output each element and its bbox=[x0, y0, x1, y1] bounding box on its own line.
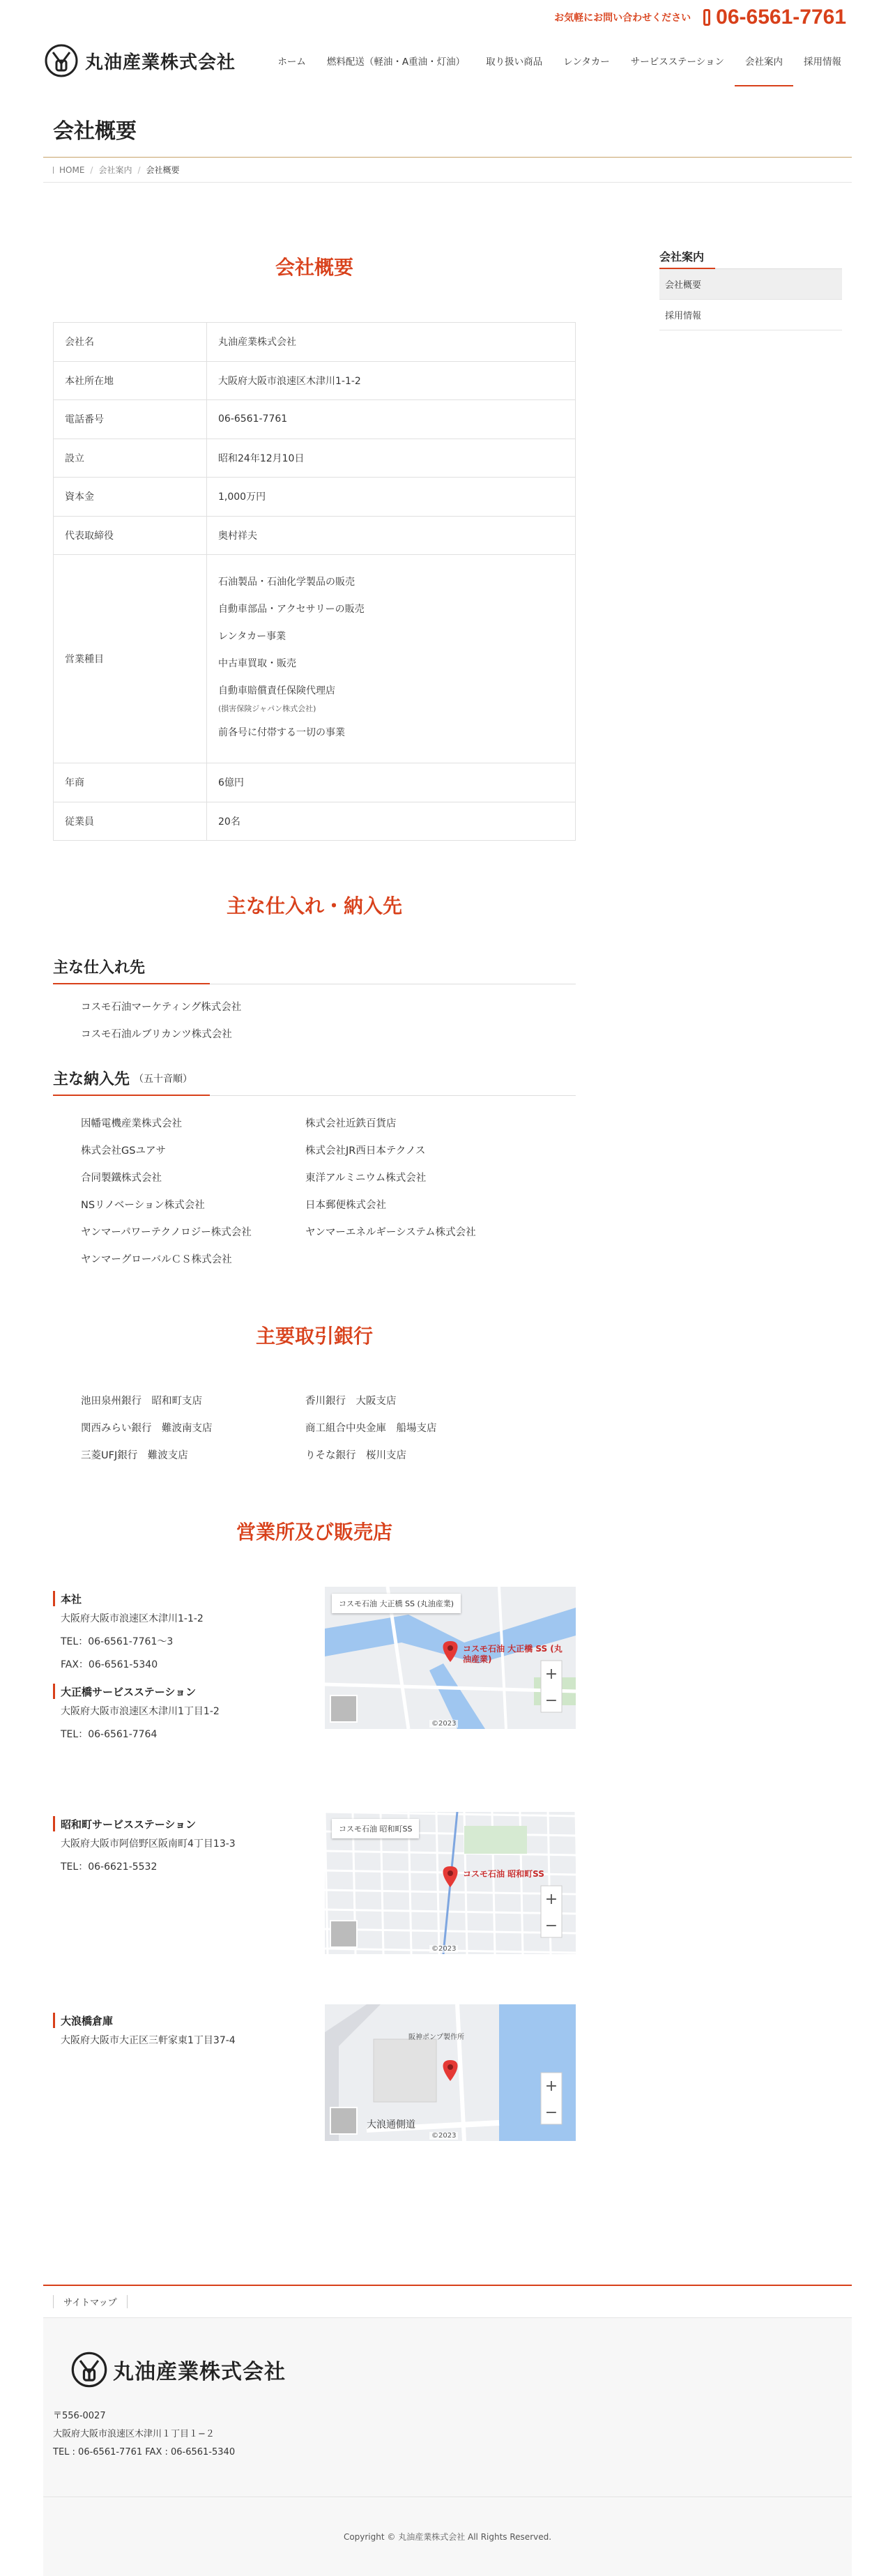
profile-key: 代表取締役 bbox=[54, 516, 207, 555]
profile-key: 営業種目 bbox=[54, 555, 207, 763]
table-row bbox=[54, 802, 576, 841]
customer-item: 株式会社GSユアサ bbox=[81, 1145, 166, 1157]
profile-key: 資本金 bbox=[54, 478, 207, 517]
company-profile-table bbox=[53, 322, 576, 841]
profile-key: 従業員 bbox=[54, 802, 207, 841]
table-row bbox=[54, 400, 576, 439]
table-row bbox=[54, 361, 576, 400]
map-card-title: コスモ石油 大正橋 SS (丸油産業) bbox=[339, 1599, 454, 1608]
profile-value: 20名 bbox=[207, 802, 576, 841]
main-nav bbox=[267, 35, 852, 86]
bank-item: 香川銀行 大阪支店 bbox=[305, 1396, 397, 1407]
main-content bbox=[53, 183, 576, 2141]
footer-telfax: TEL : 06-6561-7761 FAX : 06-6561-5340 bbox=[53, 2447, 236, 2457]
customer-item: ヤンマーエネルギーシステム株式会社 bbox=[305, 1227, 476, 1238]
nav-recruit[interactable]: 採用情報 bbox=[804, 56, 841, 68]
business-note: (損害保険ジャパン株式会社) bbox=[218, 704, 316, 713]
map-taisho[interactable] bbox=[325, 1587, 576, 1729]
office-address: 大阪府大阪市浪速区木津川1丁目1-2 bbox=[61, 1705, 220, 1717]
home-icon bbox=[53, 167, 54, 174]
banks-list bbox=[53, 1387, 576, 1468]
customer-item: NSリノベーション株式会社 bbox=[81, 1200, 205, 1211]
customer-item: ヤンマーパワーテクノロジー株式会社 bbox=[81, 1227, 252, 1238]
site-header bbox=[43, 35, 852, 86]
sitemap-link[interactable]: サイトマップ bbox=[53, 2295, 128, 2308]
table-row bbox=[54, 555, 576, 763]
profile-value: 奥村祥夫 bbox=[207, 516, 576, 555]
footer-zip: 〒556-0027 bbox=[53, 2411, 106, 2421]
map-card-title: コスモ石油 昭和町SS bbox=[339, 1824, 413, 1834]
office-block-showa bbox=[53, 1812, 576, 1954]
profile-value: 大阪府大阪市浪速区木津川1-1-2 bbox=[207, 361, 576, 400]
map-attribution: ©2023 bbox=[429, 1945, 458, 1953]
profile-key: 年商 bbox=[54, 763, 207, 802]
table-row bbox=[54, 323, 576, 362]
customer-item: ヤンマーグローバルＣＳ株式会社 bbox=[81, 1254, 232, 1265]
sidebar-item-recruit[interactable]: 採用情報 bbox=[659, 300, 842, 330]
svg-text:+: + bbox=[544, 2078, 558, 2095]
office-fax: FAX：06-6561-5340 bbox=[61, 1659, 158, 1670]
banks-title: 主要取引銀行 bbox=[255, 1325, 373, 1348]
profile-value: 1,000万円 bbox=[207, 478, 576, 517]
phone-number: 06-6561-7761 bbox=[716, 6, 846, 29]
customers-heading: 主な納入先 （五十音順） bbox=[53, 1061, 576, 1096]
customer-item: 因幡電機産業株式会社 bbox=[81, 1118, 182, 1129]
map-showa[interactable] bbox=[325, 1812, 576, 1954]
company-name: 丸油産業株式会社 bbox=[85, 52, 236, 73]
footer-address: 大阪府大阪市浪速区木津川１丁目１−２ bbox=[53, 2429, 215, 2439]
profile-key: 電話番号 bbox=[54, 400, 207, 439]
profile-value: 06-6561-7761 bbox=[207, 400, 576, 439]
suppliers-heading: 主な仕入れ先 bbox=[53, 950, 576, 984]
office-tel: TEL：06-6621-5532 bbox=[61, 1861, 158, 1873]
office-name: 本社 bbox=[53, 1591, 318, 1606]
profile-key: 設立 bbox=[54, 439, 207, 478]
map-attribution: ©2023 bbox=[429, 2132, 458, 2140]
footer-logo[interactable] bbox=[70, 2350, 842, 2389]
table-row bbox=[54, 478, 576, 517]
offices-title: 営業所及び販売店 bbox=[236, 1521, 392, 1544]
business-item: 自動車賠償責任保険代理店 bbox=[218, 685, 335, 696]
office-name: 昭和町サービスステーション bbox=[53, 1816, 318, 1831]
office-address: 大阪府大阪市浪速区木津川1-1-2 bbox=[61, 1613, 204, 1624]
partners-title: 主な仕入れ・納入先 bbox=[226, 894, 402, 917]
nav-service-station[interactable]: サービスステーション bbox=[630, 56, 724, 68]
office-tel: TEL：06-6561-7761〜3 bbox=[61, 1636, 174, 1647]
svg-text:−: − bbox=[544, 1917, 558, 1935]
map-pin-label: 阪神ポンプ製作所 bbox=[408, 2034, 464, 2041]
customers-list bbox=[53, 1109, 576, 1272]
breadcrumb-home[interactable]: HOME bbox=[59, 165, 85, 175]
breadcrumb: HOME / 会社案内 / 会社概要 bbox=[43, 158, 852, 183]
map-pin-label: コスモ石油 大正橋 SS (丸油産業) bbox=[463, 1644, 563, 1664]
map-street-label: 大浪通側道 bbox=[367, 2119, 415, 2131]
bank-item: 商工組合中央金庫 船場支店 bbox=[305, 1423, 437, 1434]
nav-home[interactable]: ホーム bbox=[277, 56, 306, 68]
list-item: コスモ石油マーケティング株式会社 bbox=[81, 1002, 242, 1013]
svg-text:+: + bbox=[544, 1891, 558, 1908]
customer-item: 合同製鐵株式会社 bbox=[81, 1173, 162, 1184]
map-info-card[interactable] bbox=[332, 1819, 419, 1838]
site-footer bbox=[43, 2285, 852, 2576]
breadcrumb-company[interactable]: 会社案内 bbox=[98, 165, 132, 175]
bank-item: 三菱UFJ銀行 難波支店 bbox=[81, 1450, 188, 1461]
office-address: 大阪府大阪市大正区三軒家東1丁目37-4 bbox=[61, 2034, 236, 2046]
page-title: 会社概要 bbox=[53, 119, 137, 144]
customer-item: 日本郵便株式会社 bbox=[305, 1200, 386, 1211]
profile-value: 丸油産業株式会社 bbox=[207, 323, 576, 362]
bank-item: 池田泉州銀行 昭和町支店 bbox=[81, 1396, 202, 1407]
site-logo[interactable] bbox=[43, 43, 236, 79]
suppliers-list bbox=[53, 993, 576, 1047]
sidebar bbox=[659, 183, 842, 2141]
sidebar-item-profile[interactable]: 会社概要 bbox=[659, 269, 842, 300]
sidebar-title: 会社案内 bbox=[659, 244, 842, 269]
nav-rental-car[interactable]: レンタカー bbox=[563, 56, 610, 68]
phone-icon bbox=[703, 9, 710, 26]
profile-value: 昭和24年12月10日 bbox=[207, 439, 576, 478]
copyright: Copyright © 丸油産業株式会社 All Rights Reserved. bbox=[43, 2497, 852, 2576]
business-item: 中古車買取・販売 bbox=[218, 658, 296, 669]
map-pin-label: コスモ石油 昭和町SS bbox=[463, 1869, 544, 1879]
nav-company[interactable]: 会社案内 bbox=[735, 35, 793, 86]
office-name: 大正橋サービスステーション bbox=[53, 1684, 318, 1699]
svg-text:−: − bbox=[544, 2104, 558, 2121]
customer-item: 株式会社JR西日本テクノス bbox=[305, 1145, 426, 1157]
customer-item: 東洋アルミニウム株式会社 bbox=[305, 1173, 427, 1184]
company-logo-icon bbox=[70, 2350, 109, 2389]
table-row bbox=[54, 763, 576, 802]
svg-text:−: − bbox=[544, 1692, 558, 1709]
office-block-hq bbox=[53, 1587, 576, 1745]
office-block-warehouse bbox=[53, 2004, 576, 2141]
bank-item: 関西みらい銀行 難波南支店 bbox=[81, 1423, 213, 1434]
company-logo-icon bbox=[43, 43, 79, 79]
business-item: 石油製品・石油化学製品の販売 bbox=[218, 577, 355, 588]
page-title-band bbox=[43, 100, 852, 158]
profile-key: 本社所在地 bbox=[54, 361, 207, 400]
office-name: 大浪橋倉庫 bbox=[53, 2013, 318, 2028]
table-row bbox=[54, 439, 576, 478]
map-info-card[interactable] bbox=[332, 1594, 461, 1613]
breadcrumb-current: 会社概要 bbox=[146, 165, 180, 175]
contact-text: お気軽にお問い合わせください bbox=[554, 13, 691, 24]
nav-fuel-delivery[interactable]: 燃料配送（軽油・A重油・灯油） bbox=[326, 56, 466, 68]
business-item: 自動車部品・アクセサリーの販売 bbox=[218, 604, 365, 615]
bank-item: りそな銀行 桜川支店 bbox=[305, 1450, 406, 1461]
profile-title: 会社概要 bbox=[275, 256, 353, 279]
list-item: コスモ石油ルブリカンツ株式会社 bbox=[81, 1029, 232, 1040]
profile-key: 会社名 bbox=[54, 323, 207, 362]
header-phone[interactable] bbox=[703, 6, 846, 29]
table-row bbox=[54, 516, 576, 555]
profile-value: 6億円 bbox=[207, 763, 576, 802]
customer-item: 株式会社近鉄百貨店 bbox=[305, 1118, 397, 1129]
office-tel: TEL：06-6561-7764 bbox=[61, 1728, 158, 1740]
business-item: レンタカー事業 bbox=[218, 631, 286, 642]
nav-products[interactable]: 取り扱い商品 bbox=[486, 56, 543, 68]
map-attribution: ©2023 bbox=[429, 1720, 458, 1728]
svg-text:+: + bbox=[544, 1666, 558, 1683]
top-contact-bar bbox=[43, 0, 852, 35]
business-list bbox=[218, 555, 564, 763]
map-warehouse[interactable] bbox=[325, 2004, 576, 2141]
footer-company-name: 丸油産業株式会社 bbox=[113, 2360, 286, 2384]
business-item: 前各号に付帯する一切の事業 bbox=[218, 727, 345, 738]
office-address: 大阪府大阪市阿倍野区阪南町4丁目13-3 bbox=[61, 1838, 236, 1850]
